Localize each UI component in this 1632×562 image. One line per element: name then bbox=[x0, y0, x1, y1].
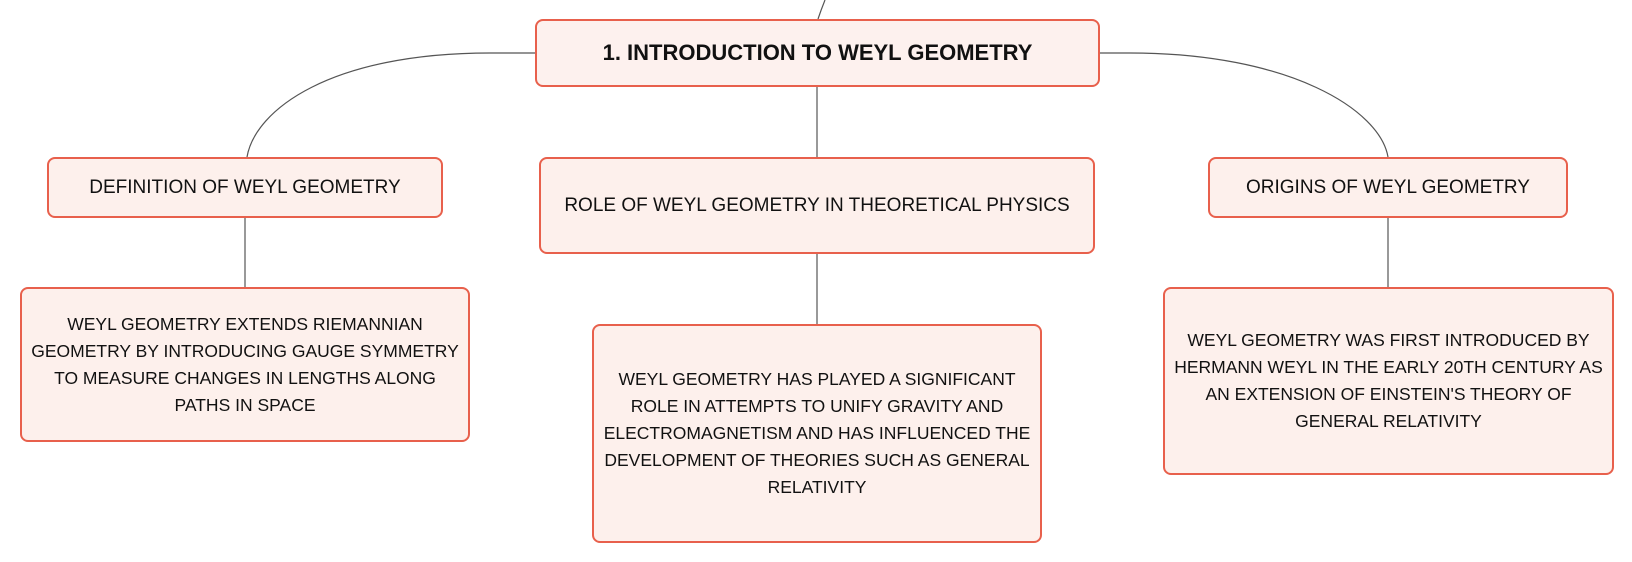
connector-root-to-definition bbox=[247, 53, 535, 157]
branch-node-definition[interactable] bbox=[47, 157, 443, 218]
connector-incoming-root bbox=[818, 0, 825, 19]
branch-node-origins-label: ORIGINS OF WEYL GEOMETRY bbox=[1246, 176, 1530, 198]
detail-node-origins[interactable] bbox=[1163, 287, 1614, 475]
root-node-label: 1. INTRODUCTION TO WEYL GEOMETRY bbox=[602, 40, 1033, 65]
detail-node-role-text: WEYL GEOMETRY HAS PLAYED A SIGNIFICANT ROLE IN ATTEMPTS TO UNIFY GRAVITY AND ELECTROMAGNETISM AND HAS INFLUENCED THE DEVELOPMENT OF THEORIES SUCH AS GENERAL RELATIVITY bbox=[603, 369, 1031, 497]
detail-node-origins-text: WEYL GEOMETRY WAS FIRST INTRODUCED BY HERMANN WEYL IN THE EARLY 20TH CENTURY AS AN EXTENSION OF EINSTEIN'S THEORY OF GENERAL RELATIVITY bbox=[1174, 330, 1603, 431]
branch-node-origins[interactable] bbox=[1208, 157, 1568, 218]
branch-node-role-label: ROLE OF WEYL GEOMETRY IN THEORETICAL PHYSICS bbox=[564, 194, 1070, 216]
detail-node-definition-text: WEYL GEOMETRY EXTENDS RIEMANNIAN GEOMETRY BY INTRODUCING GAUGE SYMMETRY TO MEASURE CHANGES IN LENGTHS ALONG PATHS IN SPACE bbox=[31, 313, 459, 415]
branch-node-role[interactable] bbox=[539, 157, 1095, 254]
detail-node-role[interactable] bbox=[592, 324, 1042, 543]
branch-node-definition-label: DEFINITION OF WEYL GEOMETRY bbox=[89, 176, 401, 198]
root-node[interactable] bbox=[535, 19, 1100, 87]
detail-node-definition[interactable] bbox=[20, 287, 470, 442]
connector-root-to-origins bbox=[1100, 53, 1388, 157]
